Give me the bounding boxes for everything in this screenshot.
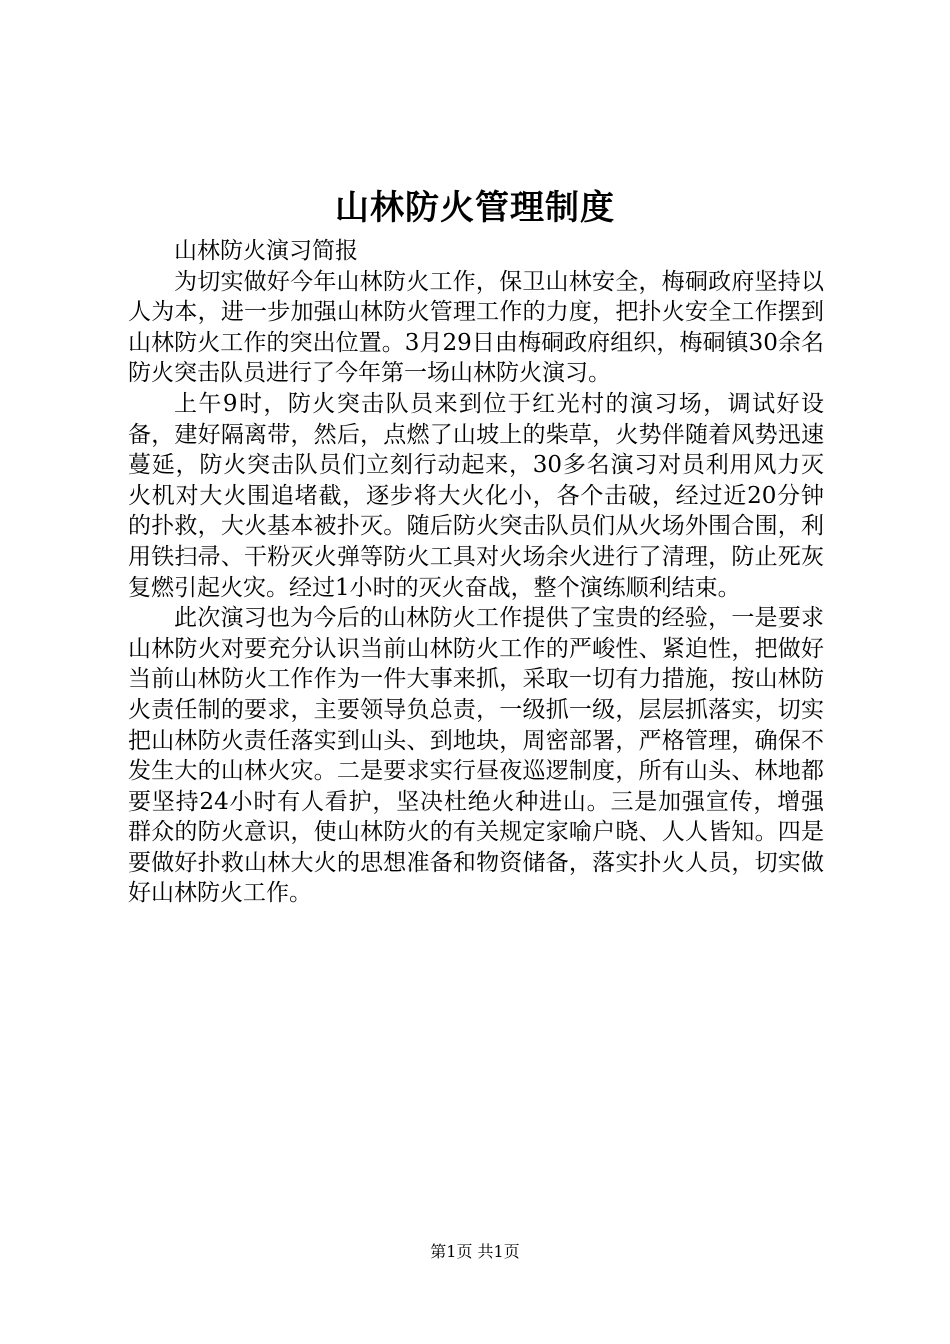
page-footer: 第1页 共1页 — [430, 1242, 520, 1261]
document-title: 山林防火管理制度 — [335, 188, 615, 228]
paragraph-2: 上午9时，防火突击队员来到位于红光村的演习场，调试好设备，建好隔离带，然后，点燃了山坡上的柴草，火势伴随着风势迅速蔓延，防火突击队员们立刻行动起来，30多名演习对员利用风力灭火机对大火围追堵截，逐步将大火化小，各个击破，经过近20分钟的扑救，大火基本被扑灭。随后防火突击队员们从火场外围合围，利用铁扫帚、干粉灭火弹等防火工具对火场余火进行了清理，防止死灰复燃引起火灾。经过1小时的灭火奋战，整个演练顺利结束。 — [128, 390, 824, 601]
paragraph-1: 为切实做好今年山林防火工作，保卫山林安全，梅硐政府坚持以人为本，进一步加强山林防火管理工作的力度，把扑火安全工作摆到山林防火工作的突出位置。3月29日由梅硐政府组织，梅硐镇30余名防火突击队员进行了今年第一场山林防火演习。 — [128, 268, 824, 387]
document-body — [128, 236, 824, 909]
document-subtitle: 山林防火演习简报 — [174, 238, 358, 264]
paragraph-3: 此次演习也为今后的山林防火工作提供了宝贵的经验，一是要求山林防火对要充分认识当前山林防火工作的严峻性、紧迫性，把做好当前山林防火工作作为一件大事来抓，采取一切有力措施，按山林防火责任制的要求，主要领导负总责，一级抓一级，层层抓落实，切实把山林防火责任落实到山头、到地块，周密部署，严格管理，确保不发生大的山林火灾。二是要求实行昼夜巡逻制度，所有山头、林地都要坚持24小时有人看护，坚决杜绝火种进山。三是加强宣传，增强群众的防火意识，使山林防火的有关规定家喻户晓、人人皆知。四是要做好扑救山林大火的思想准备和物资储备，落实扑火人员，切实做好山林防火工作。 — [128, 605, 824, 907]
